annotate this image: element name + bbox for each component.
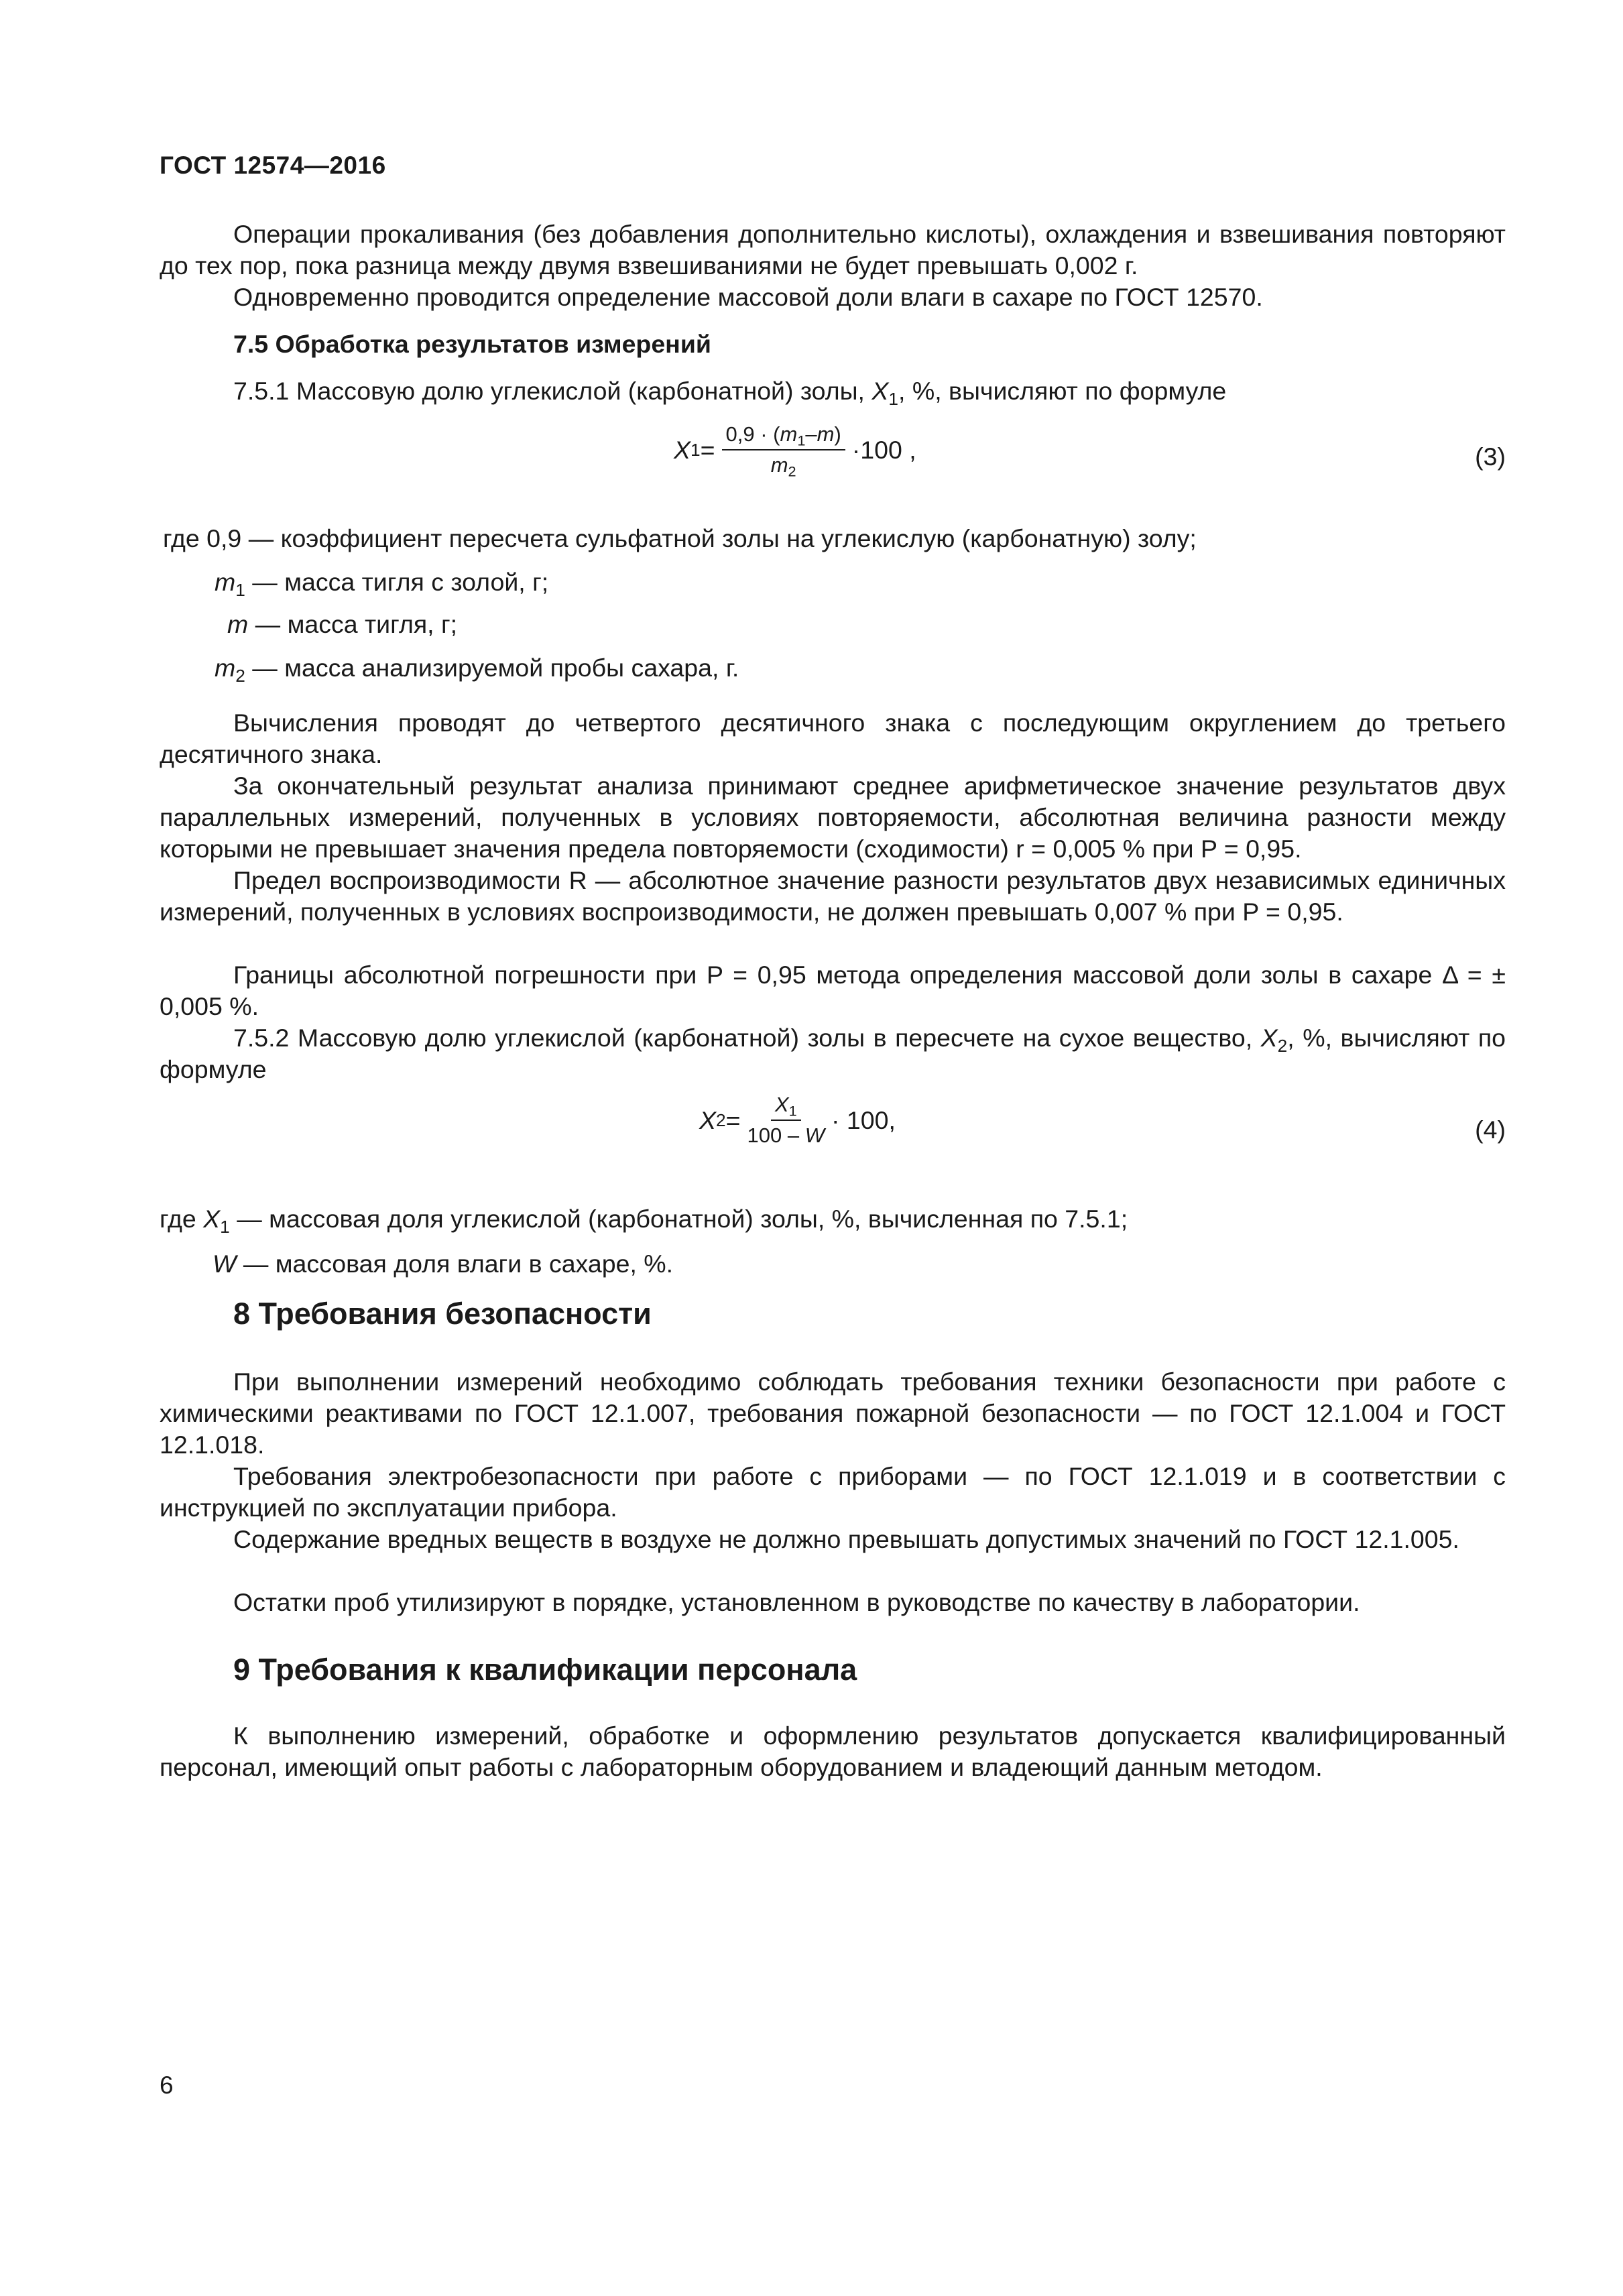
section-8-paragraph-1: При выполнении измерений необходимо соблюдать требования техники безопасности при работе с химическими реактивами по ГОСТ 12.1.007, требования пожарной безопасности — по ГОСТ 12.1.004 и ГОСТ 12.1.018.	[160, 1368, 1506, 1459]
f4-denominator	[747, 1121, 825, 1148]
where3-sym-1: m	[215, 568, 236, 596]
where3-sym-0: где 0,9	[163, 524, 242, 552]
where3-text-2: — масса тигля, г;	[248, 610, 458, 638]
where3-sub-1: 1	[235, 579, 245, 600]
where4-prefix-0: где	[160, 1205, 204, 1233]
where4-line-0	[160, 1203, 1128, 1235]
where3-line-3	[215, 652, 739, 684]
subsection-7-5-title: 7.5 Обработка результатов измерений	[233, 330, 711, 358]
f4-eq: =	[725, 1105, 741, 1134]
f3-den-m: m	[770, 453, 788, 477]
p752-post: , %, вычисляют по формуле	[160, 1024, 1506, 1083]
document-header: ГОСТ 12574—2016	[160, 152, 386, 179]
f3-num-m1-sub: 1	[797, 432, 806, 449]
p751-post: , %, вычисляют по формуле	[898, 377, 1227, 405]
formula-3: X 1 = $\frac{0,9 \cdot (m_1-m)}{m_2}$ ·100 ,	[674, 422, 916, 480]
f4-num-sub: 1	[788, 1102, 797, 1120]
equation-number-4: (4)	[1475, 1115, 1506, 1144]
equation-number-3: (3)	[1475, 442, 1506, 471]
f3-num-pre: 0,9 · (	[725, 422, 780, 446]
page-number: 6	[160, 2071, 174, 2099]
p752-sub: 2	[1277, 1035, 1288, 1056]
where4-sub-0: 1	[220, 1216, 230, 1237]
paragraph-7-5-2	[160, 1022, 1506, 1085]
f4-fraction	[747, 1093, 825, 1148]
where4-sym-0: X	[203, 1205, 221, 1233]
p751-pre: 7.5.1 Массовую долю углекислой (карбонатной) золы,	[233, 377, 872, 405]
f3-num-m1: m	[780, 422, 798, 446]
f3-numerator	[722, 422, 845, 450]
where3-text-0: — коэффициент пересчета сульфатной золы на углекислую (карбонатную) золу;	[241, 524, 1197, 552]
section-9-paragraph-1: К выполнению измерений, обработке и оформлению результатов допускается квалифицированный персонал, имеющий опыт работы с лабораторным оборудованием и владеющий данным методом.	[160, 1721, 1506, 1781]
f4-numerator	[771, 1093, 801, 1121]
f3-num-m: m	[817, 422, 835, 446]
f4-num-x: X	[774, 1093, 789, 1116]
f4-tail: · 100,	[831, 1105, 896, 1134]
paragraph-final-result: За окончательный результат анализа принимают среднее арифметическое значение результатов двух параллельных измерений, полученных в условиях повторяемости, абсолютная величина разности между которыми не превышает значения предела повторяемости (сходимости) r = 0,005 % при P = 0,95.	[160, 772, 1506, 863]
p752-sym: X	[1260, 1024, 1278, 1052]
f4-lhs: X	[699, 1105, 717, 1134]
where3-sym-2: m	[227, 610, 249, 638]
where4-text-0: — массовая доля углекислой (карбонатной) золы, %, вычисленная по 7.5.1;	[229, 1205, 1128, 1233]
f3-eq: =	[700, 435, 715, 464]
section-9-title: 9 Требования к квалификации персонала	[233, 1652, 857, 1687]
f3-den-sub: 2	[788, 463, 796, 480]
section-8-title: 8 Требования безопасности	[233, 1296, 652, 1331]
section-8-paragraph-4: Остатки проб утилизируют в порядке, установленном в руководстве по качеству в лаборатории.	[233, 1588, 1360, 1616]
paragraph-7-5-1	[160, 375, 1506, 407]
where4-sym-1: W	[213, 1250, 237, 1278]
paragraph-error-bounds: Границы абсолютной погрешности при P = 0,95 метода определения массовой доли золы в сахаре Δ = ± 0,005 %.	[160, 961, 1506, 1020]
intro-paragraph-1: Операции прокаливания (без добавления дополнительно кислоты), охлаждения и взвешивания повторяют до тех пор, пока разница между двумя взвешиваниями не будет превышать 0,002 г.	[160, 220, 1506, 280]
paragraph-reproducibility: Предел воспроизводимости R — абсолютное значение разности результатов двух независимых единичных измерений, полученных в условиях воспроизводимости, не должен превышать 0,007 % при P = 0,95.	[160, 866, 1506, 926]
section-8-paragraph-2: Требования электробезопасности при работе с приборами — по ГОСТ 12.1.019 и в соответствии с инструкцией по эксплуатации прибора.	[160, 1462, 1506, 1522]
where3-line-0	[163, 523, 1197, 554]
f4-den-w: W	[804, 1124, 825, 1147]
f3-lhs: X	[674, 435, 691, 464]
f3-denominator	[770, 450, 796, 480]
f3-tail: ·100 ,	[851, 435, 916, 464]
where3-sym-3: m	[215, 654, 236, 682]
f3-num-post: )	[834, 422, 841, 446]
formula-4: X 2 = $\frac{X_1}{100 - W}$ · 100,	[699, 1093, 896, 1147]
p752-pre: 7.5.2 Массовую долю углекислой (карбонатной) золы в пересчете на сухое вещество,	[233, 1024, 1261, 1052]
paragraph-calc: Вычисления проводят до четвертого десятичного знака с последующим округлением до третьего десятичного знака.	[160, 709, 1506, 768]
p751-sym: X	[871, 377, 889, 405]
where3-sub-3: 2	[235, 665, 245, 686]
section-8-paragraph-3: Содержание вредных веществ в воздухе не должно превышать допустимых значений по ГОСТ 12.1.005.	[233, 1525, 1459, 1553]
where4-text-1: — массовая доля влаги в сахаре, %.	[236, 1250, 674, 1278]
where3-text-3: — масса анализируемой пробы сахара, г.	[245, 654, 739, 682]
where4-line-1	[213, 1248, 673, 1280]
where3-line-1	[215, 566, 548, 598]
f4-den-pre: 100 –	[747, 1124, 805, 1147]
f3-num-minus: –	[805, 422, 817, 446]
where3-line-2	[227, 609, 457, 640]
where3-text-1: — масса тигля с золой, г;	[245, 568, 549, 596]
intro-paragraph-2: Одновременно проводится определение массовой доли влаги в сахаре по ГОСТ 12570.	[233, 283, 1263, 311]
p751-sub: 1	[888, 388, 899, 409]
